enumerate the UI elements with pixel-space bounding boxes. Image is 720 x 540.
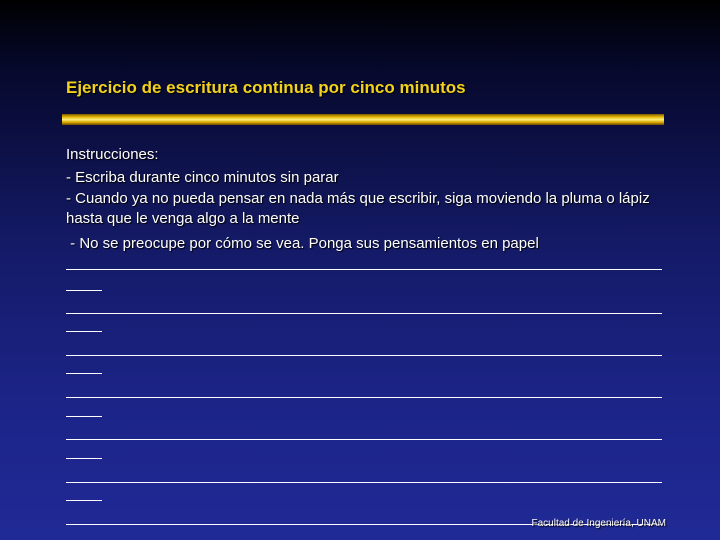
writing-line-short (66, 416, 102, 417)
writing-line (66, 397, 662, 398)
writing-line (66, 482, 662, 483)
footer-institution: Facultad de Ingeniería, UNAM (531, 518, 666, 529)
writing-line-short (66, 458, 102, 459)
instruction-item-3: - No se preocupe por cómo se vea. Ponga sus pensamientos en papel (66, 235, 539, 252)
instructions-heading: Instrucciones: (66, 146, 159, 163)
writing-line (66, 355, 662, 356)
writing-line-short (66, 500, 102, 501)
writing-line (66, 439, 662, 440)
instruction-item-2: - Cuando ya no pueda pensar en nada más que escribir, siga moviendo la pluma o lápiz hasta que le venga algo a la mente (66, 190, 650, 227)
instructions-block (66, 143, 666, 255)
writing-line-short (66, 290, 102, 291)
instruction-item-1: - Escriba durante cinco minutos sin parar (66, 169, 339, 186)
writing-line (66, 269, 662, 270)
writing-line (66, 313, 662, 314)
slide-title: Ejercicio de escritura continua por cinco minutos (66, 78, 466, 97)
writing-line-short (66, 373, 102, 374)
writing-line-short (66, 331, 102, 332)
title-underline-bar (62, 114, 664, 125)
